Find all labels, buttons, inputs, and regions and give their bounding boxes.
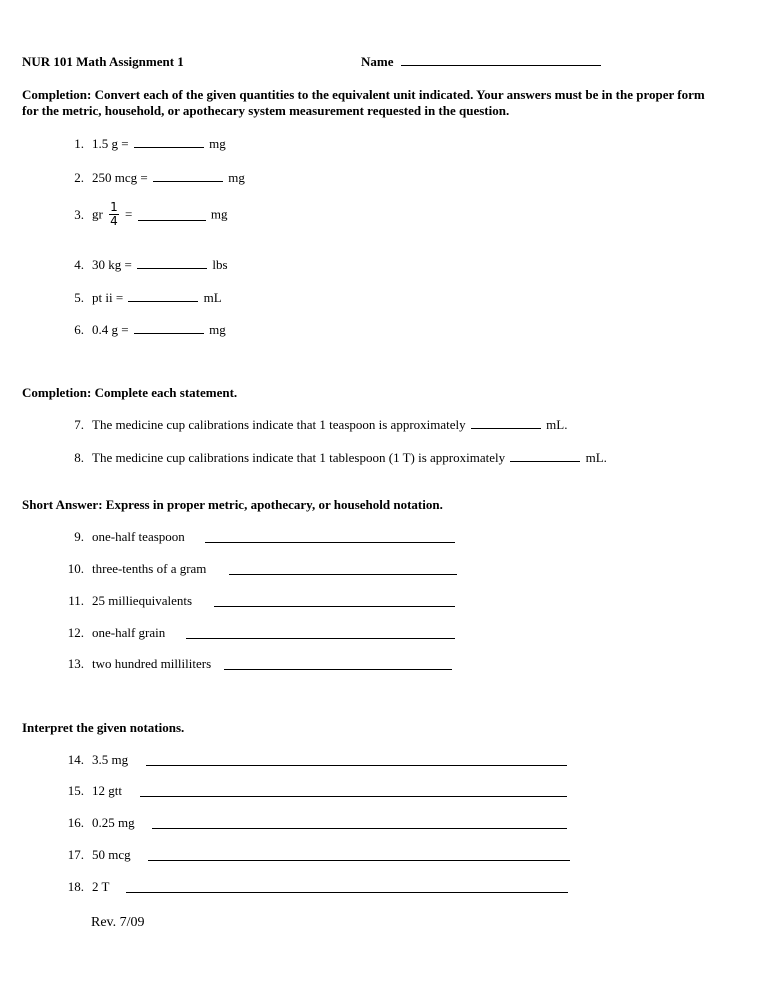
question-text: 25 milliequivalents [92, 593, 193, 608]
question-text: The medicine cup calibrations indicate that 1 tablespoon (1 T) is approximately [92, 450, 506, 465]
question-13 [62, 656, 211, 672]
answer-blank[interactable] [138, 209, 206, 221]
name-field[interactable] [361, 54, 601, 70]
unit-label: lbs [212, 257, 228, 272]
question-3 [62, 201, 227, 228]
question-number: 18. [67, 879, 84, 894]
question-number: 13. [67, 656, 84, 671]
question-number: 15. [67, 783, 84, 798]
section-4-instructions: Interpret the given notations. [22, 720, 185, 735]
equals-sign: = [124, 206, 133, 222]
question-text: 12 gtt [92, 783, 122, 798]
name-blank[interactable] [401, 54, 601, 66]
answer-line-10[interactable] [229, 563, 457, 575]
question-5 [62, 290, 222, 306]
question-11 [62, 593, 192, 609]
question-text: 0.4 g = [92, 322, 129, 337]
section-1-instructions: Completion: Convert each of the given quantities to the equivalent unit indicated. Your answers must be in the proper form for the metric, household, or apothecary system measurement requested in the question. [22, 87, 705, 118]
answer-line-13[interactable] [224, 658, 452, 670]
unit-label: mg [209, 136, 226, 151]
fraction-numerator: 1 [110, 200, 118, 214]
question-text: one-half grain [92, 625, 166, 640]
question-1 [62, 136, 226, 152]
answer-line-11[interactable] [214, 595, 455, 607]
question-text: 50 mcg [92, 847, 131, 862]
question-number: 3. [74, 206, 84, 222]
answer-line-16[interactable] [152, 817, 567, 829]
unit-label: mg [228, 170, 245, 185]
question-text: pt ii = [92, 290, 124, 305]
question-text: 0.25 mg [92, 815, 135, 830]
answer-blank[interactable] [471, 417, 541, 429]
question-9 [62, 529, 185, 545]
question-number: 14. [67, 752, 84, 767]
question-text: 1.5 g = [92, 136, 129, 151]
question-text: gr [92, 206, 103, 222]
question-text: 30 kg = [92, 257, 132, 272]
question-number: 7. [74, 417, 84, 432]
question-text: 3.5 mg [92, 752, 129, 767]
section-2-instructions: Completion: Complete each statement. [22, 385, 238, 400]
question-number: 16. [67, 815, 84, 830]
unit-label: mL. [546, 417, 568, 432]
unit-label: mg [210, 206, 228, 222]
question-number: 2. [74, 170, 84, 185]
question-16 [62, 815, 135, 831]
question-text: one-half teaspoon [92, 529, 185, 544]
question-2 [62, 170, 245, 186]
question-17 [62, 847, 131, 863]
question-6 [62, 322, 226, 338]
fraction-denominator: 4 [110, 214, 118, 228]
question-10 [62, 561, 206, 577]
answer-line-12[interactable] [186, 627, 455, 639]
assignment-title: NUR 101 Math Assignment 1 [22, 54, 184, 69]
question-number: 6. [74, 322, 84, 337]
question-18 [62, 879, 109, 895]
unit-label: mL. [585, 450, 607, 465]
unit-label: mL [203, 290, 222, 305]
answer-blank[interactable] [510, 450, 580, 462]
answer-blank[interactable] [128, 290, 198, 302]
answer-line-17[interactable] [148, 849, 570, 861]
revision-note: Rev. 7/09 [91, 915, 145, 930]
answer-blank[interactable] [134, 136, 204, 148]
answer-blank[interactable] [153, 170, 223, 182]
question-text: The medicine cup calibrations indicate that 1 teaspoon is approximately [92, 417, 466, 432]
question-text: two hundred milliliters [92, 656, 212, 671]
question-14 [62, 752, 128, 768]
question-number: 5. [74, 290, 84, 305]
answer-line-15[interactable] [140, 785, 567, 797]
answer-line-9[interactable] [205, 531, 455, 543]
answer-blank[interactable] [134, 322, 204, 334]
question-number: 9. [74, 529, 84, 544]
question-number: 8. [74, 450, 84, 465]
question-number: 10. [67, 561, 84, 576]
question-text: 2 T [92, 879, 110, 894]
question-12 [62, 625, 165, 641]
question-15 [62, 783, 122, 799]
question-number: 4. [74, 257, 84, 272]
question-text: three-tenths of a gram [92, 561, 207, 576]
question-number: 1. [74, 136, 84, 151]
answer-line-18[interactable] [126, 881, 568, 893]
unit-label: mg [209, 322, 226, 337]
section-3-instructions: Short Answer: Express in proper metric, apothecary, or household notation. [22, 497, 443, 512]
answer-line-14[interactable] [146, 754, 567, 766]
answer-blank[interactable] [137, 257, 207, 269]
question-number: 17. [67, 847, 84, 862]
name-label: Name [361, 54, 394, 69]
question-7 [62, 417, 567, 433]
question-number: 12. [67, 625, 84, 640]
question-8 [62, 450, 607, 466]
question-text: 250 mcg = [92, 170, 148, 185]
question-4 [62, 257, 228, 273]
fraction-one-quarter [109, 201, 119, 228]
question-number: 11. [68, 593, 84, 608]
